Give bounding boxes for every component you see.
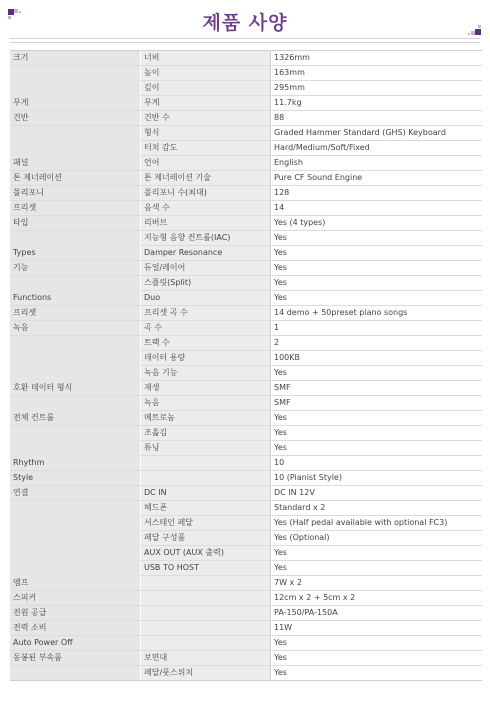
spec-value: 14 demo + 50preset piano songs <box>271 306 483 321</box>
spec-value: Yes <box>271 546 483 561</box>
spec-item: Damper Resonance <box>141 246 271 261</box>
spec-item <box>141 606 271 621</box>
spec-category <box>10 66 141 81</box>
spec-row <box>10 246 482 261</box>
spec-category <box>10 561 141 576</box>
spec-row <box>10 291 482 306</box>
spec-item: 페달/풋스위치 <box>141 666 271 681</box>
spec-item: 녹음 <box>141 396 271 411</box>
spec-value: 163mm <box>271 66 483 81</box>
spec-row <box>10 591 482 606</box>
spec-row <box>10 186 482 201</box>
spec-item: 곡 수 <box>141 321 271 336</box>
spec-row <box>10 126 482 141</box>
spec-category: 프리셋 <box>10 201 141 216</box>
spec-value: 295mm <box>271 81 483 96</box>
spec-category: Rhythm <box>10 456 141 471</box>
spec-category: 동봉된 부속품 <box>10 651 141 666</box>
spec-row <box>10 156 482 171</box>
spec-category: 호환 데이터 형식 <box>10 381 141 396</box>
spec-row <box>10 276 482 291</box>
spec-row <box>10 321 482 336</box>
spec-row <box>10 636 482 651</box>
spec-item: 톤 제너레이션 기술 <box>141 171 271 186</box>
spec-item: 무게 <box>141 96 271 111</box>
page-header <box>0 0 490 42</box>
spec-value: Yes <box>271 441 483 456</box>
spec-category: 기능 <box>10 261 141 276</box>
spec-row <box>10 66 482 81</box>
spec-item: 프리셋 곡 수 <box>141 306 271 321</box>
spec-category <box>10 516 141 531</box>
spec-row <box>10 231 482 246</box>
spec-item: 터치 감도 <box>141 141 271 156</box>
spec-row <box>10 441 482 456</box>
spec-row <box>10 381 482 396</box>
spec-item: 데이터 용량 <box>141 351 271 366</box>
spec-row <box>10 171 482 186</box>
spec-item: 높이 <box>141 66 271 81</box>
spec-item: 건반 수 <box>141 111 271 126</box>
spec-category: 건반 <box>10 111 141 126</box>
spec-row <box>10 306 482 321</box>
spec-value: 12cm x 2 + 5cm x 2 <box>271 591 483 606</box>
spec-table <box>10 50 482 681</box>
spec-value: 100KB <box>271 351 483 366</box>
spec-item <box>141 456 271 471</box>
spec-row <box>10 51 482 66</box>
spec-value: PA-150/PA-150A <box>271 606 483 621</box>
spec-row <box>10 531 482 546</box>
spec-item <box>141 576 271 591</box>
spec-category: 프리셋 <box>10 306 141 321</box>
spec-value: Yes <box>271 246 483 261</box>
spec-value: Yes <box>271 261 483 276</box>
spec-category <box>10 276 141 291</box>
spec-row <box>10 141 482 156</box>
spec-value: Yes <box>271 366 483 381</box>
spec-row <box>10 561 482 576</box>
spec-value: 1 <box>271 321 483 336</box>
spec-item: 언어 <box>141 156 271 171</box>
spec-item: 서스테인 페달 <box>141 516 271 531</box>
spec-value: 10 <box>271 456 483 471</box>
spec-category <box>10 531 141 546</box>
spec-category <box>10 501 141 516</box>
spec-category <box>10 441 141 456</box>
spec-value: Yes <box>271 666 483 681</box>
spec-value: 7W x 2 <box>271 576 483 591</box>
spec-category: 녹음 <box>10 321 141 336</box>
spec-row <box>10 486 482 501</box>
spec-row <box>10 396 482 411</box>
spec-item: 메트로놈 <box>141 411 271 426</box>
spec-row <box>10 621 482 636</box>
spec-row <box>10 651 482 666</box>
spec-item: USB TO HOST <box>141 561 271 576</box>
spec-value: Yes <box>271 651 483 666</box>
spec-category: Style <box>10 471 141 486</box>
spec-value: 10 (Pianist Style) <box>271 471 483 486</box>
spec-category: Functions <box>10 291 141 306</box>
spec-category: Types <box>10 246 141 261</box>
spec-item: 음색 수 <box>141 201 271 216</box>
spec-row <box>10 411 482 426</box>
spec-item: 재생 <box>141 381 271 396</box>
spec-category: 전원 공급 <box>10 606 141 621</box>
spec-row <box>10 606 482 621</box>
spec-category: Auto Power Off <box>10 636 141 651</box>
spec-value: 11.7kg <box>271 96 483 111</box>
spec-value: Yes <box>271 411 483 426</box>
spec-category: 크기 <box>10 51 141 66</box>
spec-category <box>10 666 141 681</box>
spec-value: Standard x 2 <box>271 501 483 516</box>
spec-item: 깊이 <box>141 81 271 96</box>
spec-item <box>141 471 271 486</box>
spec-item: 스플릿(Split) <box>141 276 271 291</box>
spec-value: SMF <box>271 381 483 396</box>
spec-item: 헤드폰 <box>141 501 271 516</box>
spec-value: English <box>271 156 483 171</box>
spec-item: 조옮김 <box>141 426 271 441</box>
spec-item: 페달 구성품 <box>141 531 271 546</box>
spec-table-body <box>10 51 482 681</box>
spec-item: 튜닝 <box>141 441 271 456</box>
spec-row <box>10 201 482 216</box>
spec-value: 128 <box>271 186 483 201</box>
spec-category <box>10 396 141 411</box>
spec-value: 2 <box>271 336 483 351</box>
spec-row <box>10 366 482 381</box>
spec-category: 전력 소비 <box>10 621 141 636</box>
spec-category: 타입 <box>10 216 141 231</box>
spec-item: 형식 <box>141 126 271 141</box>
spec-item: 트랙 수 <box>141 336 271 351</box>
spec-category <box>10 366 141 381</box>
spec-category: 톤 제너레이션 <box>10 171 141 186</box>
spec-item: DC IN <box>141 486 271 501</box>
spec-row <box>10 111 482 126</box>
header-divider-lower <box>10 42 480 43</box>
spec-category: 전체 컨트롤 <box>10 411 141 426</box>
spec-value: Yes <box>271 561 483 576</box>
spec-row <box>10 261 482 276</box>
spec-value: Yes (Optional) <box>271 531 483 546</box>
spec-value: Yes (4 types) <box>271 216 483 231</box>
spec-item: Duo <box>141 291 271 306</box>
spec-category <box>10 336 141 351</box>
spec-category: 스피커 <box>10 591 141 606</box>
spec-value: Yes <box>271 291 483 306</box>
spec-value: 1326mm <box>271 51 483 66</box>
spec-item: 지능형 음향 컨트롤(IAC) <box>141 231 271 246</box>
spec-item: 너비 <box>141 51 271 66</box>
spec-value: 11W <box>271 621 483 636</box>
spec-row <box>10 81 482 96</box>
spec-item: 폴리포니 수(최대) <box>141 186 271 201</box>
spec-item: 리버브 <box>141 216 271 231</box>
spec-category <box>10 126 141 141</box>
spec-value: DC IN 12V <box>271 486 483 501</box>
spec-row <box>10 426 482 441</box>
spec-row <box>10 471 482 486</box>
spec-category <box>10 351 141 366</box>
spec-row <box>10 216 482 231</box>
spec-item: 듀얼/레이어 <box>141 261 271 276</box>
spec-value: 14 <box>271 201 483 216</box>
spec-item <box>141 621 271 636</box>
spec-value: Graded Hammer Standard (GHS) Keyboard <box>271 126 483 141</box>
spec-value: Pure CF Sound Engine <box>271 171 483 186</box>
spec-item: AUX OUT (AUX 출력) <box>141 546 271 561</box>
spec-category: 폴리포니 <box>10 186 141 201</box>
spec-row <box>10 546 482 561</box>
spec-item <box>141 636 271 651</box>
spec-value: 88 <box>271 111 483 126</box>
spec-row <box>10 501 482 516</box>
spec-value: Yes <box>271 276 483 291</box>
spec-item <box>141 591 271 606</box>
spec-category <box>10 81 141 96</box>
spec-value: Yes <box>271 231 483 246</box>
spec-row <box>10 516 482 531</box>
spec-category: 앰프 <box>10 576 141 591</box>
spec-value: Yes <box>271 636 483 651</box>
page-title: 제품 사양 <box>202 12 288 34</box>
spec-category <box>10 546 141 561</box>
spec-value: Hard/Medium/Soft/Fixed <box>271 141 483 156</box>
spec-row <box>10 456 482 471</box>
spec-value: SMF <box>271 396 483 411</box>
spec-row <box>10 351 482 366</box>
spec-category <box>10 426 141 441</box>
spec-item: 보면대 <box>141 651 271 666</box>
header-divider-upper <box>10 38 480 39</box>
spec-category: 패널 <box>10 156 141 171</box>
spec-item: 녹음 기능 <box>141 366 271 381</box>
spec-row <box>10 336 482 351</box>
spec-value: Yes (Half pedal available with optional FC3) <box>271 516 483 531</box>
spec-row <box>10 96 482 111</box>
spec-category <box>10 141 141 156</box>
spec-row <box>10 666 482 681</box>
spec-category: 무게 <box>10 96 141 111</box>
spec-category: 연결 <box>10 486 141 501</box>
spec-row <box>10 576 482 591</box>
spec-value: Yes <box>271 426 483 441</box>
spec-category <box>10 231 141 246</box>
